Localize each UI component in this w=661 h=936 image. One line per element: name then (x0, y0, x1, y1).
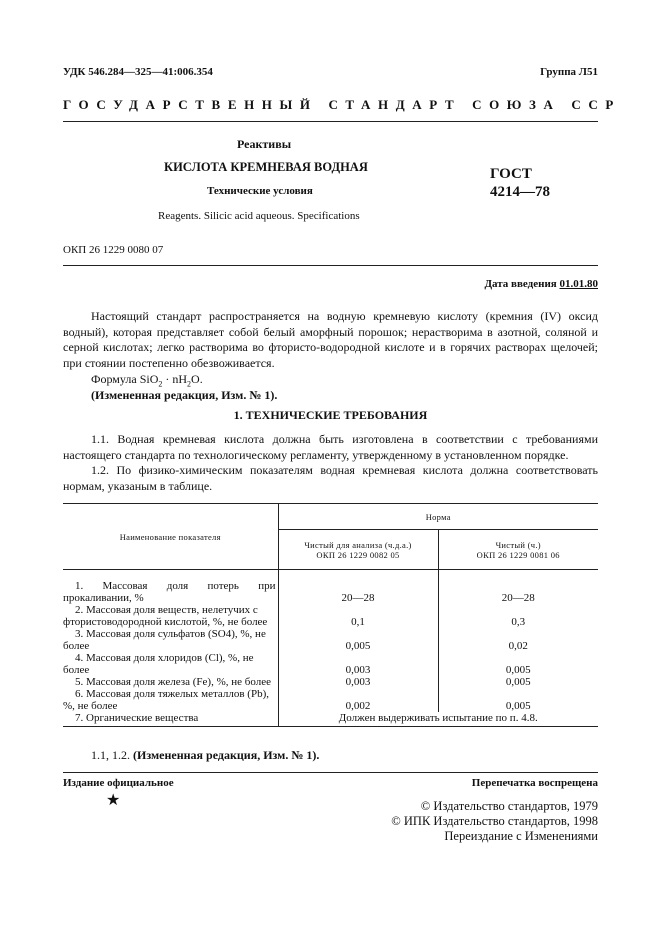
row-value-grade-1: 0,005 (278, 628, 438, 652)
row-value-grade-1: 0,1 (278, 604, 438, 628)
grade-2-name: Чистый (ч.) (495, 539, 541, 550)
formula-part: SiO (139, 372, 159, 386)
table-row (63, 652, 598, 676)
table-row (63, 604, 598, 628)
after-table-amendment (91, 748, 491, 764)
grade-1-name: Чистый для анализа (ч.д.а.) (304, 539, 412, 550)
group-code: Группа Л51 (540, 66, 598, 78)
row-name: 5. Массовая доля железа (Fe), %, не более (75, 675, 271, 688)
header-rule (63, 121, 598, 122)
row-value-grade-2: 0,005 (505, 699, 531, 712)
column-header-name: Наименование показателя (63, 504, 278, 570)
star-icon: ★ (106, 792, 121, 809)
grade-1-okp: ОКП 26 1229 0082 05 (316, 549, 400, 560)
column-header-grade-1 (278, 530, 438, 570)
row-name: 3. Массовая доля сульфатов (SO4), %, не (75, 627, 266, 640)
title-rule (63, 265, 598, 266)
row-name: 7. Органические вещества (75, 711, 199, 724)
intro-paragraph: Настоящий стандарт распространяется на водную кремневую кислоту (кремния (IV) оксид водный), которая представляет собой белый аморфный порошок; нерастворима в азотной, соляной и серной кислотах; легко растворима во фтористо-водородной кислоте и в горячих растворах щелочей; при стоянии постепенно обезвоживается. (63, 309, 598, 370)
amendment-note: (Измененная редакция, Изм. № 1). (91, 388, 278, 402)
row-name: фтористоводородной кислотой, %, не более (63, 615, 268, 628)
row-name: прокаливании, % (63, 591, 144, 604)
gost-label: ГОСТ (490, 166, 532, 182)
table-row (63, 688, 598, 712)
formula-subscript: 2 (187, 379, 192, 389)
footer-rule (63, 772, 598, 773)
copyright-1979: © Издательство стандартов, 1979 (420, 799, 598, 813)
row-value-merged: Должен выдерживать испытание по п. 4.8. (338, 711, 538, 724)
udk-code: УДК 546.284—325—41:006.354 (63, 66, 213, 78)
row-name: более (63, 663, 90, 676)
reprint-with-changes: Переиздание с Изменениями (444, 829, 598, 843)
requirements-table (63, 503, 598, 727)
intro-date-label: Дата введения (484, 278, 560, 290)
row-name: 4. Массовая доля хлоридов (Cl), %, не (75, 651, 254, 664)
official-edition: Издание официальное (63, 777, 174, 789)
row-value-grade-2: 0,005 (505, 675, 531, 688)
column-header-grade-2 (438, 530, 598, 570)
document-subtitle: Технические условия (207, 185, 313, 197)
formula-label: Формула (91, 372, 140, 386)
row-value-grade-1: 0,002 (278, 688, 438, 712)
row-name: 6. Массовая доля тяжелых металлов (Pb), (75, 687, 269, 700)
row-name: более (63, 639, 90, 652)
formula-subscript: 2 (158, 379, 163, 389)
table-row (63, 712, 598, 727)
copyright-1998: © ИПК Издательство стандартов, 1998 (391, 814, 598, 828)
intro-date-value: 01.01.80 (559, 278, 598, 290)
reagents-label: Реактивы (237, 137, 292, 151)
row-value-grade-1: 0,003 (278, 652, 438, 676)
document-title: КИСЛОТА КРЕМНЕВАЯ ВОДНАЯ (164, 160, 368, 174)
grade-2-okp: ОКП 26 1229 0081 06 (476, 549, 560, 560)
amendment-bold: (Измененная редакция, Изм. № 1). (133, 748, 320, 762)
formula-part: O. (191, 372, 203, 386)
row-value-grade-2: 0,005 (505, 663, 531, 676)
row-value-grade-2: 20—28 (501, 591, 535, 604)
clause-1-1: 1.1. Водная кремневая кислота должна быть изготовлена в соответствии с требованиями настоящего стандарта по технологическому регламенту, утвержденному в установленном порядке. (63, 432, 598, 462)
gost-number: 4214—78 (490, 184, 550, 200)
section-heading: 1. ТЕХНИЧЕСКИЕ ТРЕБОВАНИЯ (233, 408, 428, 422)
table-row (63, 628, 598, 652)
intro-date (484, 278, 598, 290)
column-header-norm: Норма (278, 504, 598, 530)
table-row (63, 580, 598, 604)
row-value-grade-1: 0,003 (278, 676, 438, 688)
english-title: Reagents. Silicic acid aqueous. Specifications (158, 210, 360, 222)
row-name: 1. Массовая доля потерь при (75, 579, 276, 592)
reprint-notice: Перепечатка воспрещена (471, 777, 598, 789)
row-name: %, не более (63, 699, 118, 712)
row-value-grade-2: 0,02 (508, 639, 528, 652)
row-name: 2. Массовая доля веществ, нелетучих с (75, 603, 258, 616)
row-value-grade-1: 20—28 (278, 580, 438, 604)
clause-1-2: 1.2. По физико-химическим показателям водная кремневая кислота должна соответствовать нормам, указаным в таблице. (63, 463, 598, 493)
formula-part: · nH (162, 372, 188, 386)
okp-code: ОКП 26 1229 0080 07 (63, 244, 164, 256)
state-standard-banner: ГОСУДАРСТВЕННЫЙ СТАНДАРТ СОЮЗА ССР (63, 97, 621, 112)
table-row (63, 676, 598, 688)
row-value-grade-2: 0,3 (511, 615, 526, 628)
amendment-prefix: 1.1, 1.2. (91, 748, 133, 762)
